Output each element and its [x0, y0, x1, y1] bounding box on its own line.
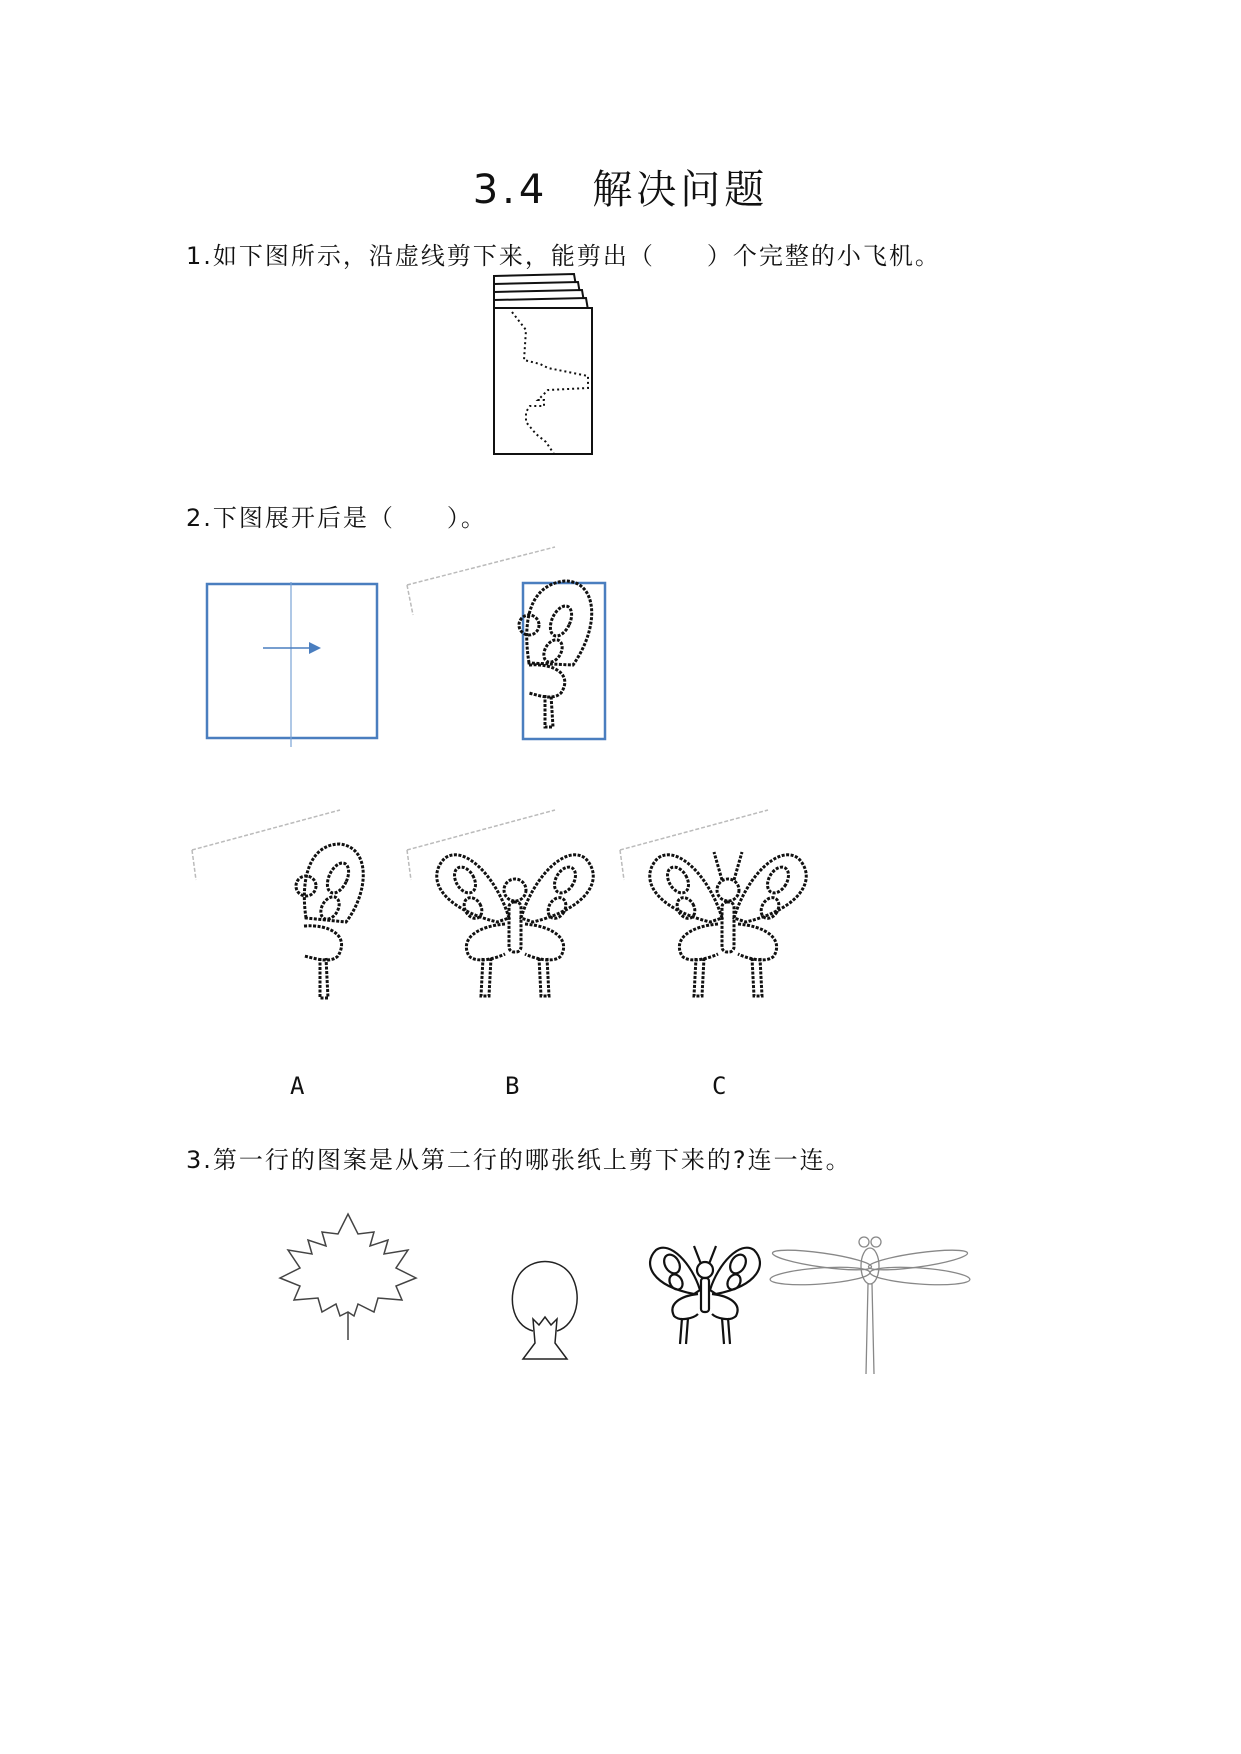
option-a-figure	[190, 808, 395, 1013]
option-a-label: A	[290, 1072, 305, 1100]
option-c-figure	[618, 808, 823, 1013]
option-c-label: C	[712, 1072, 727, 1100]
page-title: 3.4 解决问题	[472, 167, 769, 213]
option-b-figure	[405, 808, 610, 1013]
option-b-label: B	[505, 1072, 520, 1100]
half-butterfly-figure	[405, 545, 615, 745]
butterfly-figure	[640, 1228, 770, 1348]
question-2: 2.下图展开后是（ ）。	[186, 504, 487, 532]
maple-leaf-figure	[278, 1212, 438, 1342]
question-3: 3.第一行的图案是从第二行的哪张纸上剪下来的?连一连。	[186, 1146, 852, 1174]
dragonfly-figure	[770, 1236, 970, 1376]
folded-paper-figure	[490, 272, 610, 457]
folded-square-figure	[205, 582, 380, 748]
tree-figure	[505, 1255, 585, 1365]
question-1: 1.如下图所示，沿虚线剪下来，能剪出（ ）个完整的小飞机。	[186, 242, 941, 270]
